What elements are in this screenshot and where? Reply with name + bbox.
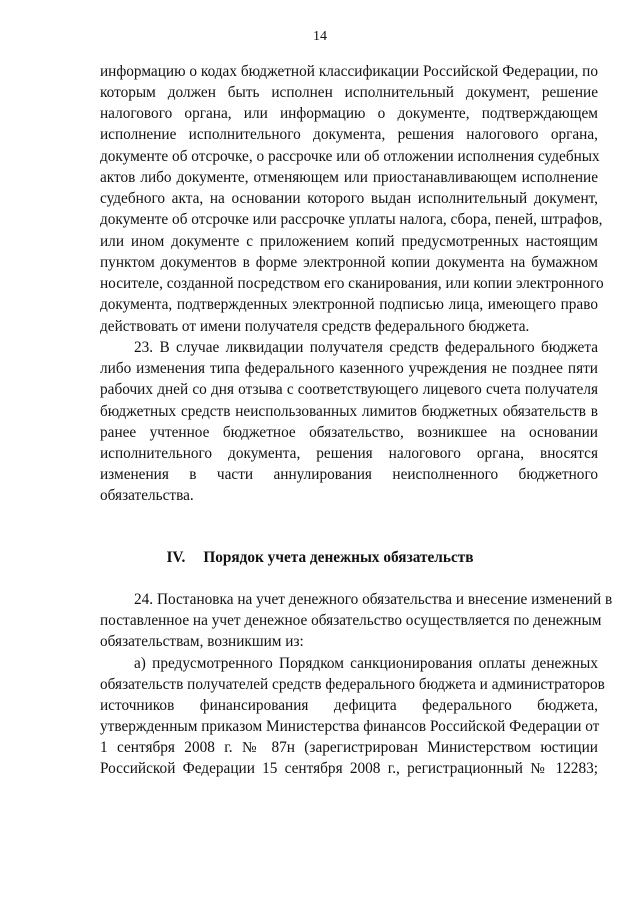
text-line: 24. Постановка на учет денежного обязательства и внесение изменений в [134,591,613,608]
page-number: 14 [313,29,327,44]
text-line: носителе, созданной посредством его сканирования, или копии электронного [100,275,604,292]
text-line: обязательствам, возникшим из: [100,633,304,650]
text-line: которым должен быть исполнен исполнительный документ, решение [100,84,598,101]
text-line: а) предусмотренного Порядком санкционирования оплаты денежных [134,655,598,672]
text-line: пунктом документов в форме электронной копии документа на бумажном [100,254,598,271]
text-line: действовать от имени получателя средств федерального бюджета. [100,318,530,335]
text-line: обязательств получателей средств федерального бюджета и администраторов [100,676,605,693]
text-line: поставленное на учет денежное обязательство осуществляется по денежным [100,612,602,629]
text-line: документа, подтвержденных электронной подписью лица, имеющего право [100,296,598,313]
text-line: информацию о кодах бюджетной классификации Российской Федерации, по [100,63,598,80]
section-number: IV. [166,549,186,566]
text-line: 23. В случае ликвидации получателя средств федерального бюджета [134,339,598,356]
text-line: изменения в части аннулирования неисполненного бюджетного [100,466,598,483]
text-line: налогового органа, или информацию о документе, подтверждающем [100,105,598,122]
text-line: документе об отсрочке или рассрочке уплаты налога, сбора, пеней, штрафов, [100,211,603,228]
text-line: источников финансирования дефицита федерального бюджета, [100,697,598,714]
text-line: обязательства. [100,487,194,504]
text-line: судебного акта, на основании которого выдан исполнительный документ, [100,190,598,207]
text-line: утвержденным приказом Министерства финансов Российской Федерации от [100,718,600,735]
text-line: документе об отсрочке, о рассрочке или об отложении исполнения судебных [100,148,600,165]
text-line: бюджетных средств неиспользованных лимитов бюджетных обязательств в [100,403,598,420]
section-title: Порядок учета денежных обязательств [203,549,474,566]
text-line: исполнение исполнительного документа, решения налогового органа, [100,126,598,143]
text-line: 1 сентября 2008 г. № 87н (зарегистрирован Министерством юстиции [100,739,598,756]
text-line: либо изменения типа федерального казенного учреждения не позднее пяти [100,360,598,377]
text-line: актов либо документе, отменяющем или приостанавливающем исполнение [100,169,598,186]
section-heading [0,548,640,568]
text-line: рабочих дней со дня отзыва с соответствующего лицевого счета получателя [100,381,598,398]
text-line: ранее учтенное бюджетное обязательство, возникшее на основании [100,424,598,441]
text-line: или ином документе с приложением копий предусмотренных настоящим [100,233,598,250]
text-line: Российской Федерации 15 сентября 2008 г., регистрационный № 12283; [100,760,598,777]
text-line: исполнительного документа, решения налогового органа, вносятся [100,445,598,462]
